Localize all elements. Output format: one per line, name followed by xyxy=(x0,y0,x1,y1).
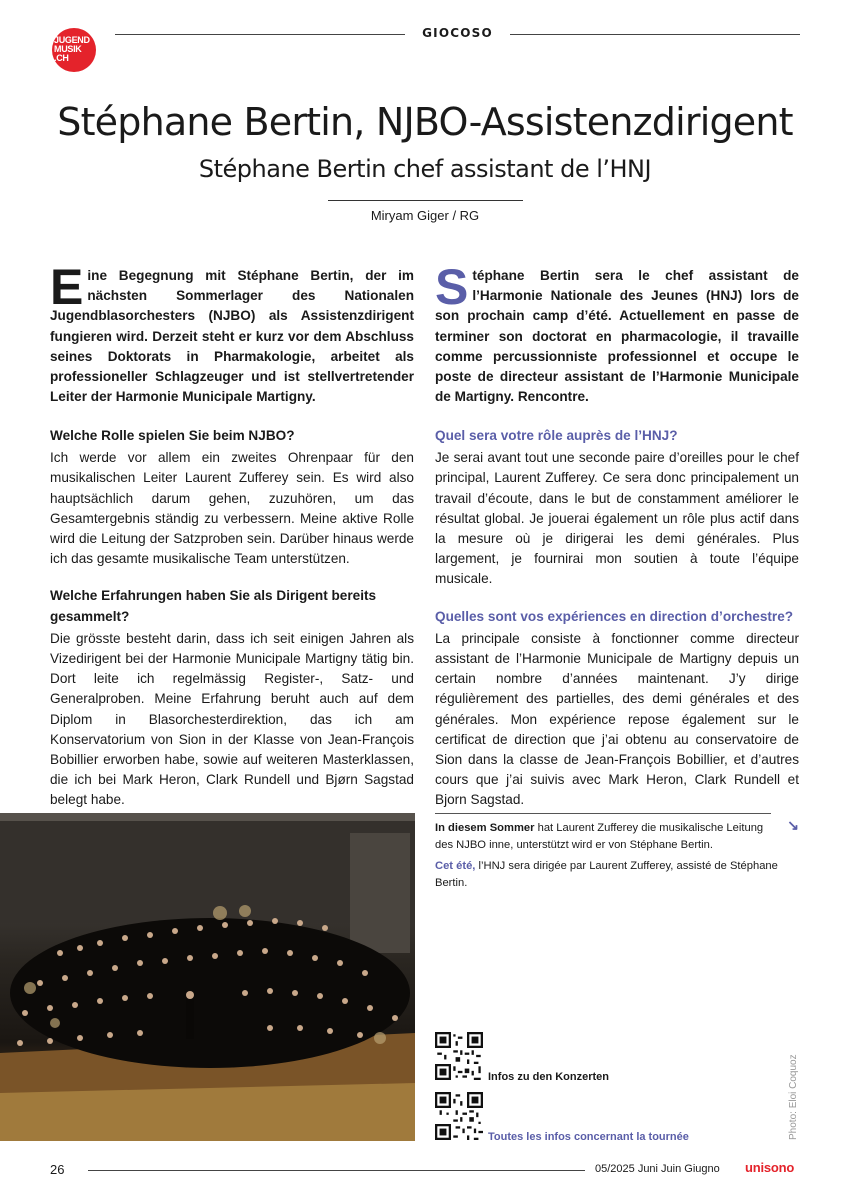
article-title: Stéphane Bertin, NJBO-Assistenzdirigent xyxy=(57,100,793,144)
caption-de-text: hat Laurent Zufferey die musikalische Leitung des NJBO inne, unterstützt wird er von Stéphane Bertin. xyxy=(435,822,764,851)
byline: Miryam Giger / RG xyxy=(370,208,480,223)
logo-line-3: .CH xyxy=(54,53,69,63)
answer-1-fr: Je serai avant tout une seconde paire d’oreilles pour le chef principal, Laurent Zufferey. Ce sera donc principalement un travail d’écoute, dans le but de constamment améliorer le résultat global. Je jouerai également un rôle plus actif dans la mesure où je dirigerai les demi générales. Plus largement, je fournirai mon soutien à toute l’équipe musicale. xyxy=(435,450,799,587)
question-2-de: Welche Erfahrungen haben Sie als Dirigent bereits gesammelt? xyxy=(50,588,377,624)
continue-arrow-icon-fr: ↘ xyxy=(787,816,799,833)
caption-fr-text: l’HNJ sera dirigée par Laurent Zufferey, assisté de Stéphane Bertin. xyxy=(435,860,778,889)
photo-credit: Photo: Eloi Coquoz xyxy=(788,1054,799,1140)
jugendmusik-logo[interactable] xyxy=(52,28,96,72)
photo-caption xyxy=(435,820,780,892)
header-rule-right xyxy=(510,34,800,35)
section-label: GIOCOSO xyxy=(422,26,493,40)
drop-cap-fr: S xyxy=(435,259,469,315)
caption-de-emphasis: In diesem Sommer xyxy=(435,822,535,834)
answer-1-de: Ich werde vor allem ein zweites Ohrenpaar für den musikalischen Leiter Laurent Zufferey sein. Es wird also hauptsächlich darum gehen, zuzuhören, um das Gesamtergebnis ständig zu verbessern. Meine aktive Rolle wird die Leitung der Satzproben sein. Darüber hinaus werde ich das gesamte musikalische Team unterstützen. xyxy=(50,450,414,567)
interview-german xyxy=(50,426,414,828)
article-subtitle: Stéphane Bertin chef assistant de l’HNJ xyxy=(198,155,652,183)
column-german xyxy=(50,259,414,424)
caption-fr-emphasis: Cet été, xyxy=(435,860,476,872)
column-french xyxy=(435,259,799,424)
logo-line-1: JUGEND xyxy=(54,35,90,45)
footer-rule xyxy=(88,1170,585,1171)
question-1-fr: Quel sera votre rôle auprès de l’HNJ? xyxy=(435,428,678,443)
question-1-de: Welche Rolle spielen Sie beim NJBO? xyxy=(50,428,295,443)
question-2-fr: Quelles sont vos expériences en direction d’orchestre? xyxy=(435,608,794,624)
link-tour-info[interactable]: Toutes les infos concernant la tournée xyxy=(488,1131,689,1143)
lead-text-fr: téphane Bertin sera le chef assistant de l’Harmonie Nationale des Jeunes (HNJ) lors de son prochain camp d’été. Actuellement en passe de terminer son doctorat en pharmacologie, il travaille comme percussionniste professionnel et occupe le poste de directeur assistant de l’Harmonie Municipale de Martigny. Rencontre. xyxy=(435,268,799,405)
page-number: 26 xyxy=(50,1162,65,1177)
unisono-logo: unisono xyxy=(745,1160,795,1175)
title-divider xyxy=(328,200,523,201)
caption-rule xyxy=(435,813,771,814)
caption-fr xyxy=(435,858,780,892)
answer-2-de: Die grösste besteht darin, dass ich seit einigen Jahren als Vizedirigent bei der Harmonie Municipale Martigny tätig bin. Dort leite ich regelmässig Register-, Satz- und Generalproben. Meine Erfahrung beruht auch auf dem Diplom in Blasorchesterdirektion, das ich am Konservatorium von Sion in der Klasse von Jean-François Bobillier erworben habe, sowie auf weiteren Masterklassen, die ich bei Mark Heron, Clark Rundell und Bjørn Sagstad belegt habe. xyxy=(50,630,414,808)
lead-text-de: ine Begegnung mit Stéphane Bertin, der im nächsten Sommerlager des Nationalen Jugendblasorchesters (NJBO) als Assistenzdirigent fungieren wird. Derzeit steht er kurz vor dem Abschluss seines Doktorats in Pharmakologie, arbeitet als professioneller Schlagzeuger und ist stellvertretender Leiter der Harmonie Municipale Martigny. xyxy=(50,268,414,405)
qr-code-tour-icon[interactable] xyxy=(435,1092,483,1140)
orchestra-illustration xyxy=(0,813,415,1141)
qr-code-concerts-icon[interactable] xyxy=(435,1032,483,1080)
drop-cap-de: E xyxy=(50,259,84,315)
caption-de xyxy=(435,820,780,854)
link-concerts-info[interactable]: Infos zu den Konzerten xyxy=(488,1071,609,1083)
interview-french xyxy=(435,426,799,835)
lead-paragraph-fr xyxy=(435,259,799,407)
answer-2-fr: La principale consiste à fonctionner comme directeur assistant de l’Harmonie Municipale de Martigny depuis un certain nombre d’années maintenant. J’y dirige régulièrement des partielles, des demi générales et des générales. Mon expérience repose également sur le certificat de direction que j’ai obtenu au conservatoire de Sion dans la classe de Jean-François Bobillier, et d’autres cours que j’ai suivis avec Mark Heron, Clark Rundell et Bjorn Sagstad. xyxy=(435,630,799,808)
lead-paragraph-de xyxy=(50,259,414,407)
orchestra-photo xyxy=(0,813,415,1141)
logo-line-2: MUSIK xyxy=(54,44,82,54)
issue-label: 05/2025 Juni Juin Giugno xyxy=(595,1163,720,1175)
header-rule-left xyxy=(115,34,405,35)
